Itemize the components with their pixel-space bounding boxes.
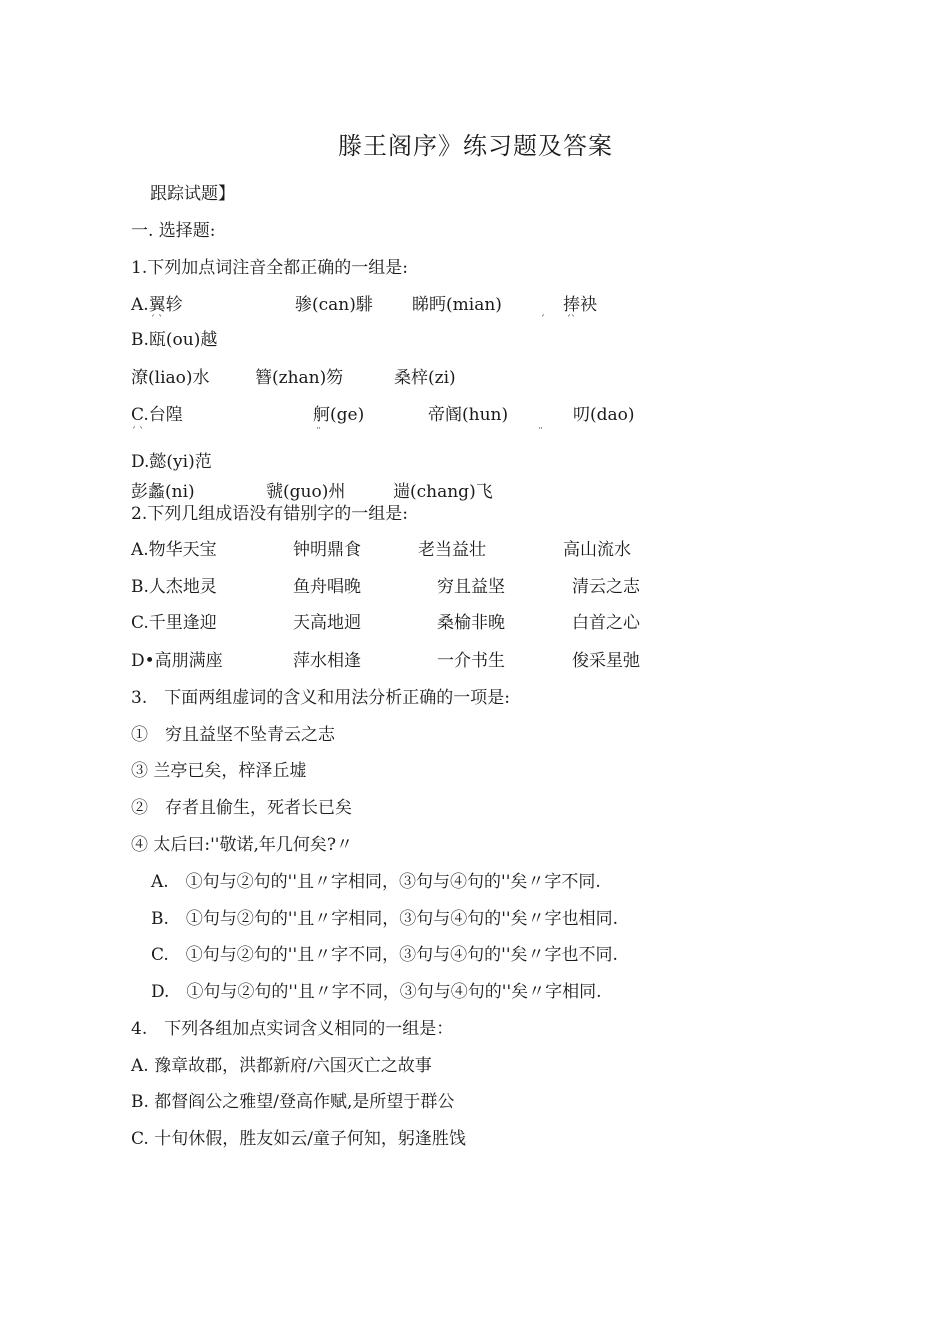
q2-option-b-2: 鱼舟唱晚 xyxy=(293,577,361,597)
q3-option-a: A. ①句与②句的''且〃字相同，③句与④句的''矣〃字不同. xyxy=(151,872,601,892)
page-title: 滕王阁序》练习题及答案 xyxy=(338,132,613,160)
question-2-stem: 2.下列几组成语没有错别字的一组是: xyxy=(131,504,408,524)
q1-option-c-1: C.台隍 xyxy=(131,405,183,425)
q2-option-a-2: 钟明鼎食 xyxy=(293,540,361,560)
q2-option-a-1: A.物华天宝 xyxy=(131,540,217,560)
q2-option-d-1: D•高朋满座 xyxy=(131,651,223,671)
q1-option-a-1: A.翼轸 xyxy=(131,295,183,315)
q3-option-b: B. ①句与②句的''且〃字相同，③句与④句的''矣〃字也相同. xyxy=(151,909,618,929)
q4-option-b: B. 都督阎公之雅望/登高作赋,是所望于群公 xyxy=(131,1092,455,1112)
question-1-stem: 1.下列加点词注音全都正确的一组是: xyxy=(131,258,408,278)
q1-option-c-3: 帝阍(hun) xyxy=(428,405,509,425)
q3-sentence-2: ② 存者且偷生，死者长已矣 xyxy=(131,798,352,818)
part-heading: 一. 选择题: xyxy=(131,221,216,241)
emphasis-dot-mark: ´ ` xyxy=(150,315,164,326)
q1-option-b-3: 簪(zhan)笏 xyxy=(255,368,344,388)
q1-option-b-1: B.瓯(ou)越 xyxy=(131,330,218,350)
q2-option-b-3: 穷且益坚 xyxy=(437,577,505,597)
q1-option-d-3: 虢(guo)州 xyxy=(266,482,346,502)
q3-sentence-1: ① 穷且益坚不坠青云之志 xyxy=(131,725,335,745)
q2-option-d-2: 萍水相逢 xyxy=(293,651,361,671)
q3-sentence-4: ④ 太后曰:''敬诺,年几何矣?〃 xyxy=(131,835,353,855)
q2-option-b-1: B.人杰地灵 xyxy=(131,577,217,597)
q1-option-a-3: 睇眄(mian) xyxy=(412,295,502,315)
q1-option-a-4: 捧袂 xyxy=(563,295,597,315)
q2-option-c-3: 桑榆非晚 xyxy=(437,613,505,633)
q1-option-b-2: 潦(liao)水 xyxy=(131,368,210,388)
question-3-stem: 3. 下面两组虚词的含义和用法分析正确的一项是: xyxy=(131,688,510,708)
emphasis-dot-mark: ´ xyxy=(540,315,545,326)
q2-option-d-4: 俊采星弛 xyxy=(572,651,640,671)
q2-option-b-4: 清云之志 xyxy=(572,577,640,597)
q1-option-b-4: 桑梓(zi) xyxy=(394,368,456,388)
q2-option-d-3: 一介书生 xyxy=(437,651,505,671)
q1-option-d-1: D.懿(yi)范 xyxy=(131,452,212,472)
question-4-stem: 4. 下列各组加点实词含义相同的一组是： xyxy=(131,1019,454,1039)
q3-option-d: D. ①句与②句的''且〃字不同，③句与④句的''矣〃字相同. xyxy=(151,982,602,1002)
q3-sentence-3: ③ 兰亭已矣，梓泽丘墟 xyxy=(131,761,307,781)
q4-option-a: A. 豫章故郡，洪都新府/六国灭亡之故事 xyxy=(131,1056,432,1076)
section-heading: 跟踪试题】 xyxy=(150,184,235,204)
emphasis-dot-mark: ¨ xyxy=(538,427,543,438)
q1-option-c-2: 舸(ge) xyxy=(313,405,365,425)
emphasis-dot-mark: ´` xyxy=(566,315,576,326)
emphasis-dot-mark: ´ ` xyxy=(131,427,145,438)
q1-option-a-2: 骖(can)騑 xyxy=(295,295,373,315)
q2-option-c-4: 白首之心 xyxy=(572,613,640,633)
q2-option-a-4: 高山流水 xyxy=(563,540,631,560)
q2-option-c-1: C.千里逢迎 xyxy=(131,613,217,633)
q1-option-d-4: 遄(chang)飞 xyxy=(393,482,493,502)
q1-option-d-2: 彭蠡(ni) xyxy=(131,482,195,502)
q2-option-a-3: 老当益壮 xyxy=(418,540,486,560)
emphasis-dot-mark: ¨ xyxy=(316,427,321,438)
q3-option-c: C. ①句与②句的''且〃字不同，③句与④句的''矣〃字也不同. xyxy=(151,945,618,965)
q1-option-c-4: 叨(dao) xyxy=(573,405,635,425)
q2-option-c-2: 天高地迥 xyxy=(293,613,361,633)
q4-option-c: C. 十旬休假，胜友如云/童子何知，躬逢胜饯 xyxy=(131,1129,466,1149)
